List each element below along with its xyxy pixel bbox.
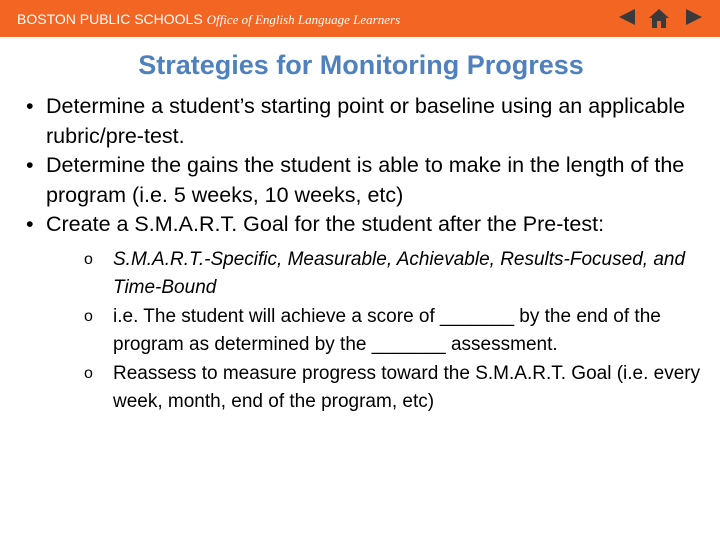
bullet-marker: •: [26, 153, 34, 177]
sub-bullet-marker: o: [84, 364, 93, 382]
sub-bullet-item: [84, 303, 704, 360]
sub-bullet-text: i.e. The student will achieve a score of _______ by the end of the program as determined by the _______ assessment.: [113, 305, 661, 356]
bullet-item: [24, 92, 704, 151]
bullet-text: Determine the gains the student is able to make in the length of the program (i.e. 5 weeks, 10 weeks, etc): [46, 153, 685, 207]
sub-bullet-list: [46, 246, 704, 418]
header-text: [17, 9, 437, 30]
bullet-text: Determine a student’s starting point or baseline using an applicable rubric/pre-test.: [46, 94, 686, 148]
bullet-marker: •: [26, 212, 34, 236]
previous-slide-icon[interactable]: [617, 7, 637, 29]
header-bar: [0, 0, 720, 37]
bullet-marker: •: [26, 94, 34, 118]
header-org: BOSTON PUBLIC SCHOOLS: [17, 11, 203, 27]
bullet-item: [24, 151, 704, 210]
sub-bullet-text: S.M.A.R.T.-Specific, Measurable, Achievable, Results-Focused, and Time-Bound: [113, 248, 686, 299]
sub-bullet-item: [84, 360, 704, 417]
bullet-list: [24, 92, 704, 417]
next-slide-icon[interactable]: [684, 7, 704, 29]
bullet-text: Create a S.M.A.R.T. Goal for the student after the Pre-test:: [46, 212, 605, 236]
sub-bullet-marker: o: [84, 307, 93, 325]
sub-bullet-marker: o: [84, 250, 93, 268]
home-icon[interactable]: [648, 7, 670, 29]
header-dept: Office of English Language Learners: [206, 12, 401, 27]
slide-content: [24, 92, 704, 417]
slide-title: Strategies for Monitoring Progress: [138, 50, 584, 80]
bullet-item: [24, 210, 704, 417]
sub-bullet-text: Reassess to measure progress toward the S.M.A.R.T. Goal (i.e. every week, month, end of the program, etc): [113, 362, 701, 413]
sub-bullet-item: [84, 246, 704, 303]
